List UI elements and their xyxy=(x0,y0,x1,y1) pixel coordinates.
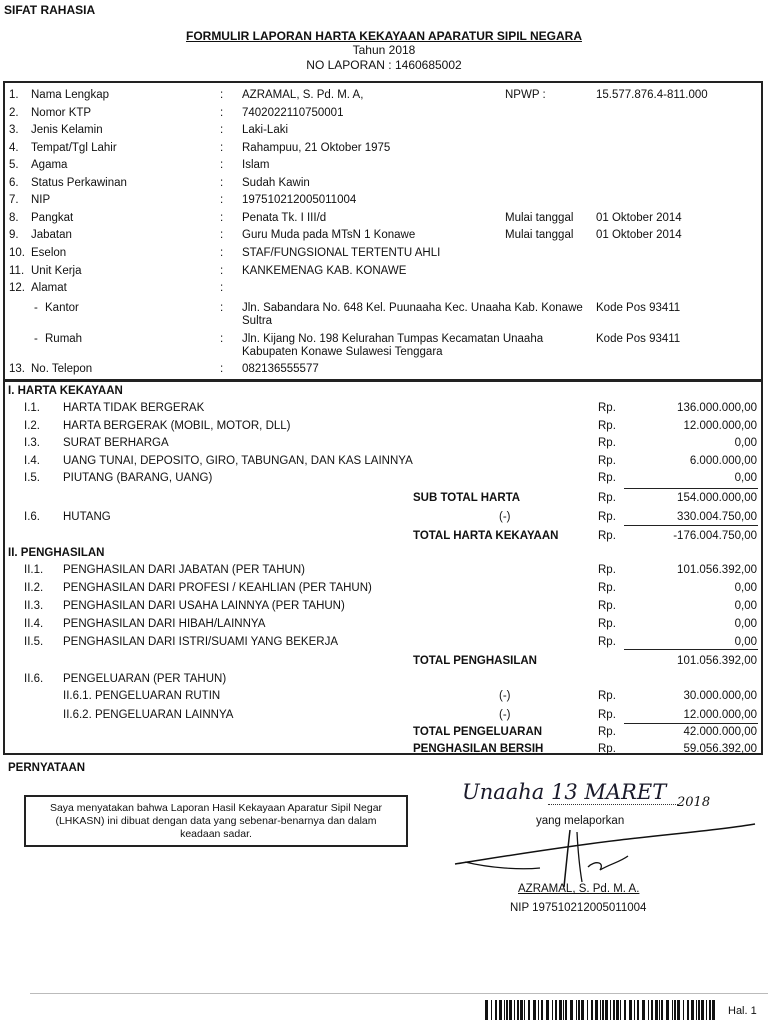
income-amount: 0,00 xyxy=(734,636,757,648)
address-office-dash: - xyxy=(34,302,38,314)
identity-row-label: Eselon xyxy=(31,247,67,259)
identity-row-extra-label: Mulai tanggal xyxy=(505,212,574,224)
other-expense-amount: 12.000.000,00 xyxy=(683,709,757,721)
income-code: II.5. xyxy=(24,636,44,648)
income-amount: 0,00 xyxy=(734,582,757,594)
phone-number-no: 13. xyxy=(9,363,25,375)
identity-row-label: Jenis Kelamin xyxy=(31,124,103,136)
income-underline xyxy=(624,649,758,650)
reporter-label: yang melaporkan xyxy=(536,815,625,827)
total-assets-amount: -176.004.750,00 xyxy=(673,530,757,542)
total-assets-rp: Rp. xyxy=(598,530,616,542)
identity-row-number: 10. xyxy=(9,247,25,259)
identity-row-colon: : xyxy=(220,124,224,136)
identity-row-value: AZRAMAL, S. Pd. M. A, xyxy=(242,89,364,101)
asset-label: UANG TUNAI, DEPOSITO, GIRO, TABUNGAN, DAN KAS LAINNYA xyxy=(63,454,413,467)
identity-row-number: 3. xyxy=(9,124,19,136)
asset-code: I.3. xyxy=(24,437,40,449)
asset-label: HARTA BERGERAK (MOBIL, MOTOR, DLL) xyxy=(63,419,291,432)
other-expense-minus: (-) xyxy=(499,709,511,721)
date-year: 2018 xyxy=(677,795,711,810)
address-office-label: Kantor xyxy=(45,302,79,314)
barcode-icon xyxy=(485,1000,717,1020)
other-expense-label: II.6.2. PENGELUARAN LAINNYA xyxy=(63,709,234,721)
income-code: II.2. xyxy=(24,582,44,594)
debt-label: HUTANG xyxy=(63,511,111,523)
phone-colon: : xyxy=(220,363,224,375)
asset-rp: Rp. xyxy=(598,472,616,484)
net-income-rp: Rp. xyxy=(598,743,616,755)
identity-row-label: Nama Lengkap xyxy=(31,89,109,101)
signer-name: AZRAMAL, S. Pd. M. A. xyxy=(518,883,640,895)
asset-label: HARTA TIDAK BERGERAK xyxy=(63,402,205,414)
statement-box xyxy=(24,795,408,847)
asset-label: PIUTANG (BARANG, UANG) xyxy=(63,472,213,484)
income-amount: 0,00 xyxy=(734,618,757,630)
identity-row-label: Agama xyxy=(31,159,68,171)
total-income-label: TOTAL PENGHASILAN xyxy=(413,655,537,667)
identity-row-colon: : xyxy=(220,177,224,189)
income-rp: Rp. xyxy=(598,600,616,612)
income-rp: Rp. xyxy=(598,582,616,594)
debt-rp: Rp. xyxy=(598,511,616,523)
address-home-label: Rumah xyxy=(45,333,83,345)
identity-row-value: Sudah Kawin xyxy=(242,177,310,189)
statement-title: PERNYATAAN xyxy=(8,762,86,774)
routine-expense-label: II.6.1. PENGELUARAN RUTIN xyxy=(63,690,221,702)
identity-row-number: 11. xyxy=(9,265,25,277)
net-income-amount: 59.056.392,00 xyxy=(683,743,757,755)
identity-row-value: KANKEMENAG KAB. KONAWE xyxy=(242,265,407,277)
identity-row-number: 12. xyxy=(9,282,25,294)
income-code: II.4. xyxy=(24,618,44,630)
identity-row-colon: : xyxy=(220,142,224,154)
expense-underline xyxy=(624,723,758,724)
identity-row-label: Jabatan xyxy=(31,229,72,241)
identity-row-number: 9. xyxy=(9,229,19,241)
asset-amount: 12.000.000,00 xyxy=(683,419,757,432)
debt-code: I.6. xyxy=(24,511,40,523)
handwritten-date: Unaaha 13 MARET xyxy=(462,780,667,804)
identity-row-number: 7. xyxy=(9,194,19,206)
other-expense-rp: Rp. xyxy=(598,709,616,721)
identity-row-colon: : xyxy=(220,229,224,241)
assets-title: I. HARTA KEKAYAAN xyxy=(8,385,123,397)
identity-row-value: Rahampuu, 21 Oktober 1975 xyxy=(242,142,391,154)
identity-row-extra-label: NPWP : xyxy=(505,89,546,101)
address-office-colon: : xyxy=(220,302,224,314)
identity-row-label: Pangkat xyxy=(31,212,74,224)
asset-amount: 136.000.000,00 xyxy=(677,402,757,414)
identity-row-value: Penata Tk. I III/d xyxy=(242,212,327,224)
debt-minus: (-) xyxy=(499,511,511,523)
subtotal-assets-label: SUB TOTAL HARTA xyxy=(413,492,521,504)
identity-row-extra-value: 15.577.876.4-811.000 xyxy=(596,89,708,101)
date-dotted-line xyxy=(548,804,678,805)
identity-row-value: 7402022110750001 xyxy=(242,107,344,119)
identity-row-number: 2. xyxy=(9,107,19,119)
identity-row-label: Unit Kerja xyxy=(31,265,82,277)
routine-expense-amount: 30.000.000,00 xyxy=(683,690,757,702)
asset-amount: 6.000.000,00 xyxy=(689,454,757,467)
income-rp: Rp. xyxy=(598,564,616,576)
income-rp: Rp. xyxy=(598,618,616,630)
identity-row-colon: : xyxy=(220,247,224,259)
footer-divider xyxy=(30,993,768,994)
income-amount: 101.056.392,00 xyxy=(677,564,757,576)
identity-row-number: 5. xyxy=(9,159,19,171)
debt-amount: 330.004.750,00 xyxy=(677,511,757,523)
identity-row-label: Alamat xyxy=(31,282,67,294)
identity-row-colon: : xyxy=(220,265,224,277)
identity-row-colon: : xyxy=(220,159,224,171)
income-code: II.3. xyxy=(24,600,44,612)
identity-row-extra-value: 01 Oktober 2014 xyxy=(596,212,682,224)
income-label: PENGHASILAN DARI JABATAN (PER TAHUN) xyxy=(63,564,305,576)
expense-label: PENGELUARAN (PER TAHUN) xyxy=(63,673,227,685)
asset-rp: Rp. xyxy=(598,454,616,467)
total-expense-rp: Rp. xyxy=(598,726,616,738)
identity-row-colon: : xyxy=(220,107,224,119)
identity-row-colon: : xyxy=(220,89,224,101)
identity-row-number: 1. xyxy=(9,89,19,101)
phone-value: 082136555577 xyxy=(242,363,319,375)
identity-row-number: 8. xyxy=(9,212,19,224)
identity-row-number: 4. xyxy=(9,142,19,154)
income-amount: 0,00 xyxy=(734,600,757,612)
income-title: II. PENGHASILAN xyxy=(8,547,105,559)
identity-row-label: Nomor KTP xyxy=(31,107,92,119)
asset-code: I.5. xyxy=(24,472,40,484)
asset-label: SURAT BERHARGA xyxy=(63,437,169,449)
signer-nip: NIP 197510212005011004 xyxy=(510,902,647,914)
identity-row-label: Tempat/Tgl Lahir xyxy=(31,142,117,154)
classification-label: SIFAT RAHASIA xyxy=(4,3,96,17)
assets-underline xyxy=(624,488,758,489)
income-rp: Rp. xyxy=(598,636,616,648)
asset-amount: 0,00 xyxy=(734,437,757,449)
identity-row-value: Laki-Laki xyxy=(242,124,289,136)
routine-expense-rp: Rp. xyxy=(598,690,616,702)
net-income-label: PENGHASILAN BERSIH xyxy=(413,743,544,755)
routine-expense-minus: (-) xyxy=(499,690,511,702)
identity-row-value: Islam xyxy=(242,159,270,171)
asset-code: I.2. xyxy=(24,419,40,432)
report-number: NO LAPORAN : 1460685002 xyxy=(306,58,462,72)
identity-row-value: Guru Muda pada MTsN 1 Konawe xyxy=(242,229,416,241)
total-assets-label: TOTAL HARTA KEKAYAAN xyxy=(413,530,559,542)
subtotal-assets-amount: 154.000.000,00 xyxy=(677,492,757,504)
address-home-postal: Kode Pos 93411 xyxy=(596,333,681,345)
form-title: FORMULIR LAPORAN HARTA KEKAYAAN APARATUR SIPIL NEGARA xyxy=(185,29,582,43)
address-office-postal: Kode Pos 93411 xyxy=(596,302,681,314)
asset-code: I.1. xyxy=(24,402,40,414)
income-label: PENGHASILAN DARI PROFESI / KEAHLIAN (PER TAHUN) xyxy=(63,582,372,594)
identity-row-extra-value: 01 Oktober 2014 xyxy=(596,229,682,241)
asset-rp: Rp. xyxy=(598,419,616,432)
total-expense-label: TOTAL PENGELUARAN xyxy=(413,726,543,738)
identity-row-label: NIP xyxy=(31,194,51,206)
identity-row-colon: : xyxy=(220,194,224,206)
identity-row-number: 6. xyxy=(9,177,19,189)
signature-icon xyxy=(440,822,760,892)
statement-text: Saya menyatakan bahwa Laporan Hasil Kekayaan Aparatur Sipil Negar (LHKASN) ini dibuat dengan data yang sebenar-benarnya dan dalam keadaan sadar. xyxy=(49,802,383,840)
identity-row-colon: : xyxy=(220,282,224,294)
total-income-amount: 101.056.392,00 xyxy=(677,655,757,667)
identity-row-value: 197510212005011004 xyxy=(242,194,357,206)
asset-rp: Rp. xyxy=(598,437,616,449)
asset-amount: 0,00 xyxy=(734,472,757,484)
identity-row-label: Status Perkawinan xyxy=(31,177,127,189)
income-label: PENGHASILAN DARI USAHA LAINNYA (PER TAHUN) xyxy=(63,600,345,612)
address-home-value: Jln. Kijang No. 198 Kelurahan Tumpas Kecamatan Unaaha Kabupaten Konawe Sulawesi Tenggara xyxy=(242,333,544,358)
identity-row-value: STAF/FUNGSIONAL TERTENTU AHLI xyxy=(242,247,441,259)
income-label: PENGHASILAN DARI HIBAH/LAINNYA xyxy=(63,618,266,630)
report-year: Tahun 2018 xyxy=(352,43,416,57)
address-office-value: Jln. Sabandara No. 648 Kel. Puunaaha Kec. Unaaha Kab. Konawe Sultra xyxy=(242,302,583,327)
phone-label: No. Telepon xyxy=(31,363,93,375)
total-expense-amount: 42.000.000,00 xyxy=(683,726,757,738)
income-code: II.1. xyxy=(24,564,44,576)
address-home-colon: : xyxy=(220,333,224,345)
asset-code: I.4. xyxy=(24,454,40,467)
income-label: PENGHASILAN DARI ISTRI/SUAMI YANG BEKERJA xyxy=(63,636,339,648)
expense-code: II.6. xyxy=(24,673,44,685)
identity-row-colon: : xyxy=(220,212,224,224)
page-number: Hal. 1 xyxy=(728,1005,757,1017)
asset-rp: Rp. xyxy=(598,402,616,414)
address-home-dash: - xyxy=(34,333,38,345)
subtotal-assets-rp: Rp. xyxy=(598,492,616,504)
debt-underline xyxy=(624,525,758,526)
identity-row-extra-label: Mulai tanggal xyxy=(505,229,574,241)
